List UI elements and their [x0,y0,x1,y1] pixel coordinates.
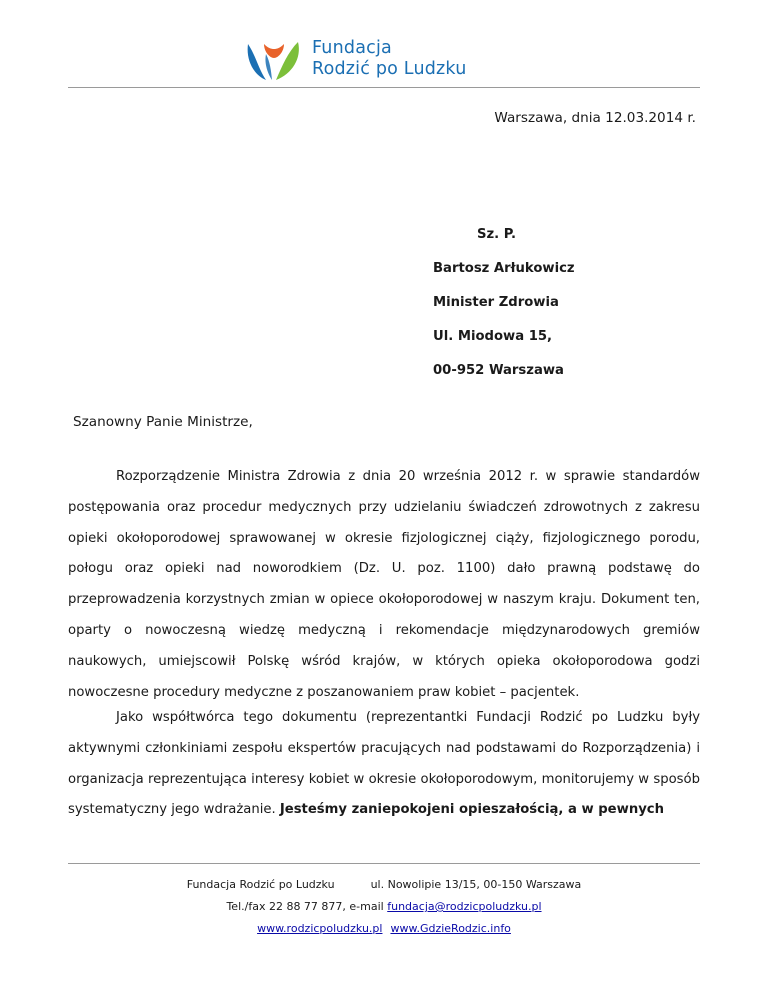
letter-date: Warszawa, dnia 12.03.2014 r. [494,110,696,126]
logo-line-2: Rodzić po Ludzku [312,59,467,79]
foundation-logo [244,38,504,82]
paragraph-1-text: Rozporządzenie Ministra Zdrowia z dnia 20 września 2012 r. w sprawie standardów postępowania oraz procedur medycznych przy udzielaniu świadczeń zdrowotnych z zakresu opieki okołoporodowej sprawowanej w okresie fizjologicznej ciąży, fizjologicznego porodu, połogu oraz opieki nad noworodkiem (Dz. U. poz. 1100) dało prawną podstawę do przeprowadzenia korzystnych zmian w opiece okołoporodowej w naszym kraju. Dokument ten, oparty o nowoczesną wiedzę medyczną i rekomendacje międzynarodowych gremiów naukowych, umiejscowił Polskę wśród krajów, w których opieka okołoporodowa godzi nowoczesne procedury medyczne z poszanowaniem praw kobiet – pacjentek. [68,469,700,700]
footer [68,874,700,940]
footer-gdzierodzic-link[interactable]: www.GdzieRodzic.info [390,922,511,935]
body-paragraph-1 [68,462,700,708]
footer-website-link[interactable]: www.rodzicpoludzku.pl [257,922,383,935]
flower-logo-icon [244,38,302,82]
footer-org: Fundacja Rodzić po Ludzku [186,878,335,891]
addressee-block [433,222,575,392]
addressee-title: Minister Zdrowia [433,295,559,310]
addressee-name: Bartosz Arłukowicz [433,261,575,276]
addressee-street: Ul. Miodowa 15, [433,329,553,344]
salutation: Szanowny Panie Ministrze, [73,414,253,430]
addressee-city: 00-952 Warszawa [433,363,564,378]
footer-row-1 [68,874,700,896]
footer-row-3 [68,918,700,940]
paragraph-2-bold: Jesteśmy zaniepokojeni opieszałością, a w pewnych [279,802,665,818]
paragraph-2-normal: Jako współtwórca tego dokumentu (reprezentantki Fundacji Rodzić po Ludzku były aktywnymi członkiniami zespołu ekspertów pracujących nad podstawami do Rozporządzenia) i organizacja reprezentująca interesy kobiet w okresie okołoporodowym, monitorujemy w sposób systematyczny jego wdrażanie. [68,710,700,818]
footer-contact: Tel./fax 22 88 77 877, e-mail [226,900,388,913]
body-paragraph-2 [68,703,700,826]
logo-text [312,38,467,80]
header-divider [68,87,700,88]
paragraph-2-text [68,703,700,826]
footer-email-link[interactable]: fundacja@rodzicpoludzku.pl [387,900,542,913]
logo-line-1: Fundacja [312,38,392,58]
footer-row-2 [68,896,700,918]
footer-divider [68,863,700,864]
footer-address: ul. Nowolipie 13/15, 00-150 Warszawa [370,878,582,891]
addressee-honorific: Sz. P. [477,227,517,242]
